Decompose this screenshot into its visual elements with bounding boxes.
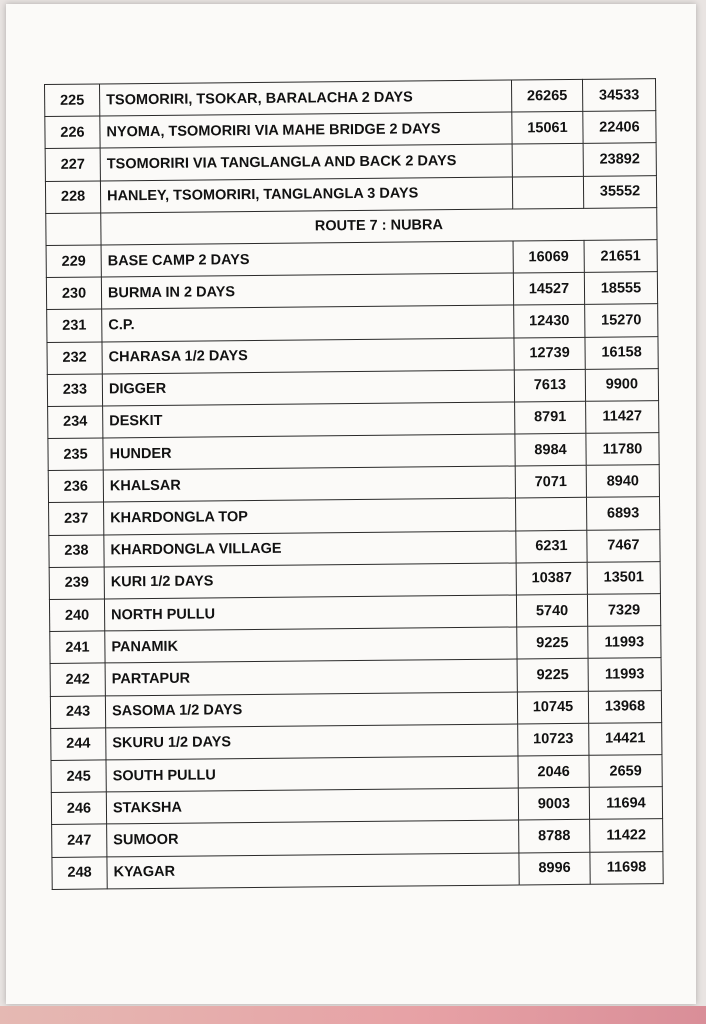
fare-value-2-text: 6893	[606, 505, 640, 522]
fare-value-1-text: 26265	[526, 87, 568, 104]
destination-cell: CHARASA 1/2 DAYS	[102, 338, 514, 374]
fare-value-2-text: 23892	[599, 151, 640, 168]
fare-value-1-cell	[512, 144, 583, 177]
fare-value-1-text: 8984	[534, 441, 567, 458]
fare-value-2-cell	[584, 240, 657, 273]
fare-value-2-cell	[588, 626, 661, 659]
fare-value-2-cell	[587, 561, 660, 594]
serial-number-cell: 229	[46, 245, 101, 278]
fare-value-2-cell	[583, 175, 656, 208]
destination-cell: STAKSHA	[106, 788, 518, 824]
destination-cell: NORTH PULLU	[104, 595, 516, 631]
destination-cell: BURMA IN 2 DAYS	[101, 273, 513, 309]
fare-value-2-text: 11427	[602, 408, 643, 426]
fare-value-2-cell	[590, 819, 663, 852]
fare-value-1-text: 6231	[535, 538, 568, 555]
destination-cell: SKURU 1/2 DAYS	[106, 724, 518, 760]
fare-value-1-cell	[515, 433, 586, 466]
fare-value-2-cell	[585, 368, 658, 401]
fare-value-1-text: 2046	[537, 763, 570, 780]
serial-number-cell: 237	[49, 502, 104, 535]
background-edge	[0, 1006, 706, 1024]
serial-number-cell: 233	[47, 374, 102, 407]
fare-value-1-cell	[515, 401, 586, 434]
fare-value-2-text: 11698	[606, 859, 647, 876]
destination-cell: TSOMORIRI VIA TANGLANGLA AND BACK 2 DAYS	[100, 144, 512, 180]
fare-value-2-text: 13501	[603, 569, 644, 587]
destination-cell: SASOMA 1/2 DAYS	[105, 692, 517, 728]
destination-cell: HANLEY, TSOMORIRI, TANGLANGLA 3 DAYS	[100, 177, 512, 213]
fare-table-body	[45, 79, 664, 890]
destination-cell: C.P.	[102, 305, 514, 341]
fare-value-1-cell	[515, 466, 586, 499]
fare-value-1-text: 9225	[536, 666, 569, 684]
fare-value-2-text: 7467	[607, 537, 640, 554]
fare-value-2-text: 16158	[601, 344, 642, 361]
destination-cell: TSOMORIRI, TSOKAR, BARALACHA 2 DAYS	[100, 80, 512, 116]
fare-value-1-text: 16069	[528, 248, 569, 265]
fare-value-1-text: 5740	[535, 602, 569, 619]
serial-number-cell: 225	[45, 84, 100, 117]
fare-value-1-cell	[518, 787, 589, 820]
fare-value-2-cell	[589, 755, 662, 788]
fare-value-1-cell	[514, 305, 585, 338]
fare-value-1-text: 10723	[533, 731, 574, 748]
serial-number-cell: 244	[51, 728, 106, 761]
destination-cell: DESKIT	[103, 402, 515, 438]
route-heading-blank-cell	[46, 213, 101, 246]
serial-number-cell: 241	[50, 631, 105, 664]
fare-value-1-text: 7071	[534, 473, 568, 491]
serial-number-cell: 246	[51, 792, 106, 825]
fare-value-2-text: 14421	[605, 730, 646, 747]
fare-value-2-text: 7329	[607, 601, 641, 619]
fare-value-1-cell	[515, 498, 586, 531]
fare-value-2-cell	[586, 465, 659, 498]
fare-value-1-cell	[514, 369, 585, 402]
fare-value-2-text: 2659	[609, 762, 642, 780]
fare-value-2-text: 15270	[601, 312, 642, 329]
fare-value-1-text: 12739	[529, 345, 570, 362]
fare-value-2-text: 11993	[604, 634, 645, 651]
fare-value-1-text: 8791	[534, 409, 567, 426]
fare-value-1-cell	[513, 240, 584, 273]
fare-value-1-text: 9225	[536, 634, 569, 652]
destination-cell: SOUTH PULLU	[106, 756, 518, 792]
fare-value-1-cell	[513, 272, 584, 305]
fare-value-1-cell	[517, 626, 588, 659]
fare-value-1-text: 14527	[528, 280, 570, 298]
fare-value-2-text: 11422	[606, 827, 647, 844]
fare-value-1-cell	[519, 820, 590, 853]
fare-value-1-cell	[516, 562, 587, 595]
serial-number-cell: 240	[49, 599, 104, 632]
destination-cell: DIGGER	[102, 370, 514, 406]
serial-number-cell: 231	[47, 309, 102, 342]
fare-value-2-cell	[590, 851, 663, 884]
destination-cell: KURI 1/2 DAYS	[104, 563, 516, 599]
destination-cell: SUMOOR	[107, 820, 519, 856]
fare-value-1-text: 7613	[533, 377, 567, 394]
fare-value-2-text: 9900	[605, 376, 639, 393]
fare-value-2-cell	[583, 143, 656, 176]
serial-number-cell: 230	[46, 277, 101, 310]
serial-number-cell: 245	[51, 760, 106, 793]
serial-number-cell: 236	[48, 470, 103, 503]
table-row	[52, 851, 663, 889]
fare-table	[44, 78, 664, 890]
fare-value-2-cell	[582, 79, 655, 112]
serial-number-cell: 248	[52, 856, 107, 889]
serial-number-cell: 226	[45, 116, 100, 149]
fare-value-2-cell	[584, 272, 657, 305]
route-heading: ROUTE 7 : NUBRA	[101, 207, 657, 245]
fare-value-1-text: 10387	[531, 570, 573, 587]
fare-value-1-cell	[519, 852, 590, 885]
fare-value-1-text: 15061	[527, 119, 568, 137]
serial-number-cell: 238	[49, 535, 104, 568]
fare-value-1-cell	[516, 530, 587, 563]
fare-value-1-cell	[514, 337, 585, 370]
fare-value-2-text: 8940	[606, 473, 640, 490]
serial-number-cell: 242	[50, 663, 105, 696]
destination-cell: NYOMA, TSOMORIRI VIA MAHE BRIDGE 2 DAYS	[100, 112, 512, 148]
fare-value-2-cell	[588, 658, 661, 691]
fare-value-2-text: 13968	[604, 698, 646, 715]
serial-number-cell: 235	[48, 438, 103, 471]
serial-number-cell: 234	[48, 406, 103, 439]
destination-cell: HUNDER	[103, 434, 515, 470]
serial-number-cell: 243	[50, 696, 105, 729]
serial-number-cell: 239	[49, 567, 104, 600]
fare-value-2-text: 11993	[604, 666, 645, 683]
destination-cell: PARTAPUR	[105, 659, 517, 695]
fare-value-2-cell	[588, 690, 661, 723]
serial-number-cell: 228	[45, 181, 100, 214]
fare-value-1-cell	[518, 723, 589, 756]
fare-value-2-cell	[589, 722, 662, 755]
fare-value-2-cell	[587, 594, 660, 627]
serial-number-cell: 227	[45, 148, 100, 181]
destination-cell: KHALSAR	[103, 466, 515, 502]
destination-cell: BASE CAMP 2 DAYS	[101, 241, 513, 277]
fare-value-2-text: 11780	[602, 440, 643, 458]
fare-value-1-text: 12430	[529, 312, 570, 330]
fare-value-1-cell	[512, 176, 583, 209]
fare-value-1-text: 8788	[538, 827, 571, 845]
serial-number-cell: 232	[47, 341, 102, 374]
fare-value-1-cell	[517, 659, 588, 692]
fare-value-2-cell	[586, 400, 659, 433]
fare-value-1-cell	[511, 79, 582, 112]
fare-value-2-text: 18555	[600, 279, 642, 297]
fare-value-1-text: 9003	[537, 795, 571, 813]
destination-cell: KYAGAR	[107, 852, 519, 888]
fare-value-2-cell	[586, 497, 659, 530]
fare-value-1-text: 10745	[532, 699, 574, 716]
fare-value-1-text: 8996	[538, 860, 571, 877]
fare-value-2-text: 22406	[599, 119, 640, 136]
serial-number-cell: 247	[52, 824, 107, 857]
fare-value-2-cell	[585, 336, 658, 369]
fare-value-2-cell	[586, 433, 659, 466]
fare-value-1-cell	[518, 755, 589, 788]
destination-cell: KHARDONGLA TOP	[104, 498, 516, 534]
fare-value-2-text: 34533	[598, 86, 640, 104]
fare-value-1-cell	[512, 112, 583, 145]
fare-value-1-cell	[516, 594, 587, 627]
destination-cell: KHARDONGLA VILLAGE	[104, 531, 516, 567]
fare-value-2-cell	[585, 304, 658, 337]
fare-value-2-text: 11694	[606, 794, 646, 812]
fare-value-2-cell	[583, 111, 656, 144]
fare-value-2-cell	[589, 787, 662, 820]
destination-cell: PANAMIK	[105, 627, 517, 663]
fare-value-2-cell	[587, 529, 660, 562]
fare-value-2-text: 21651	[600, 247, 641, 265]
fare-value-2-text: 35552	[599, 183, 641, 200]
fare-value-1-cell	[517, 691, 588, 724]
